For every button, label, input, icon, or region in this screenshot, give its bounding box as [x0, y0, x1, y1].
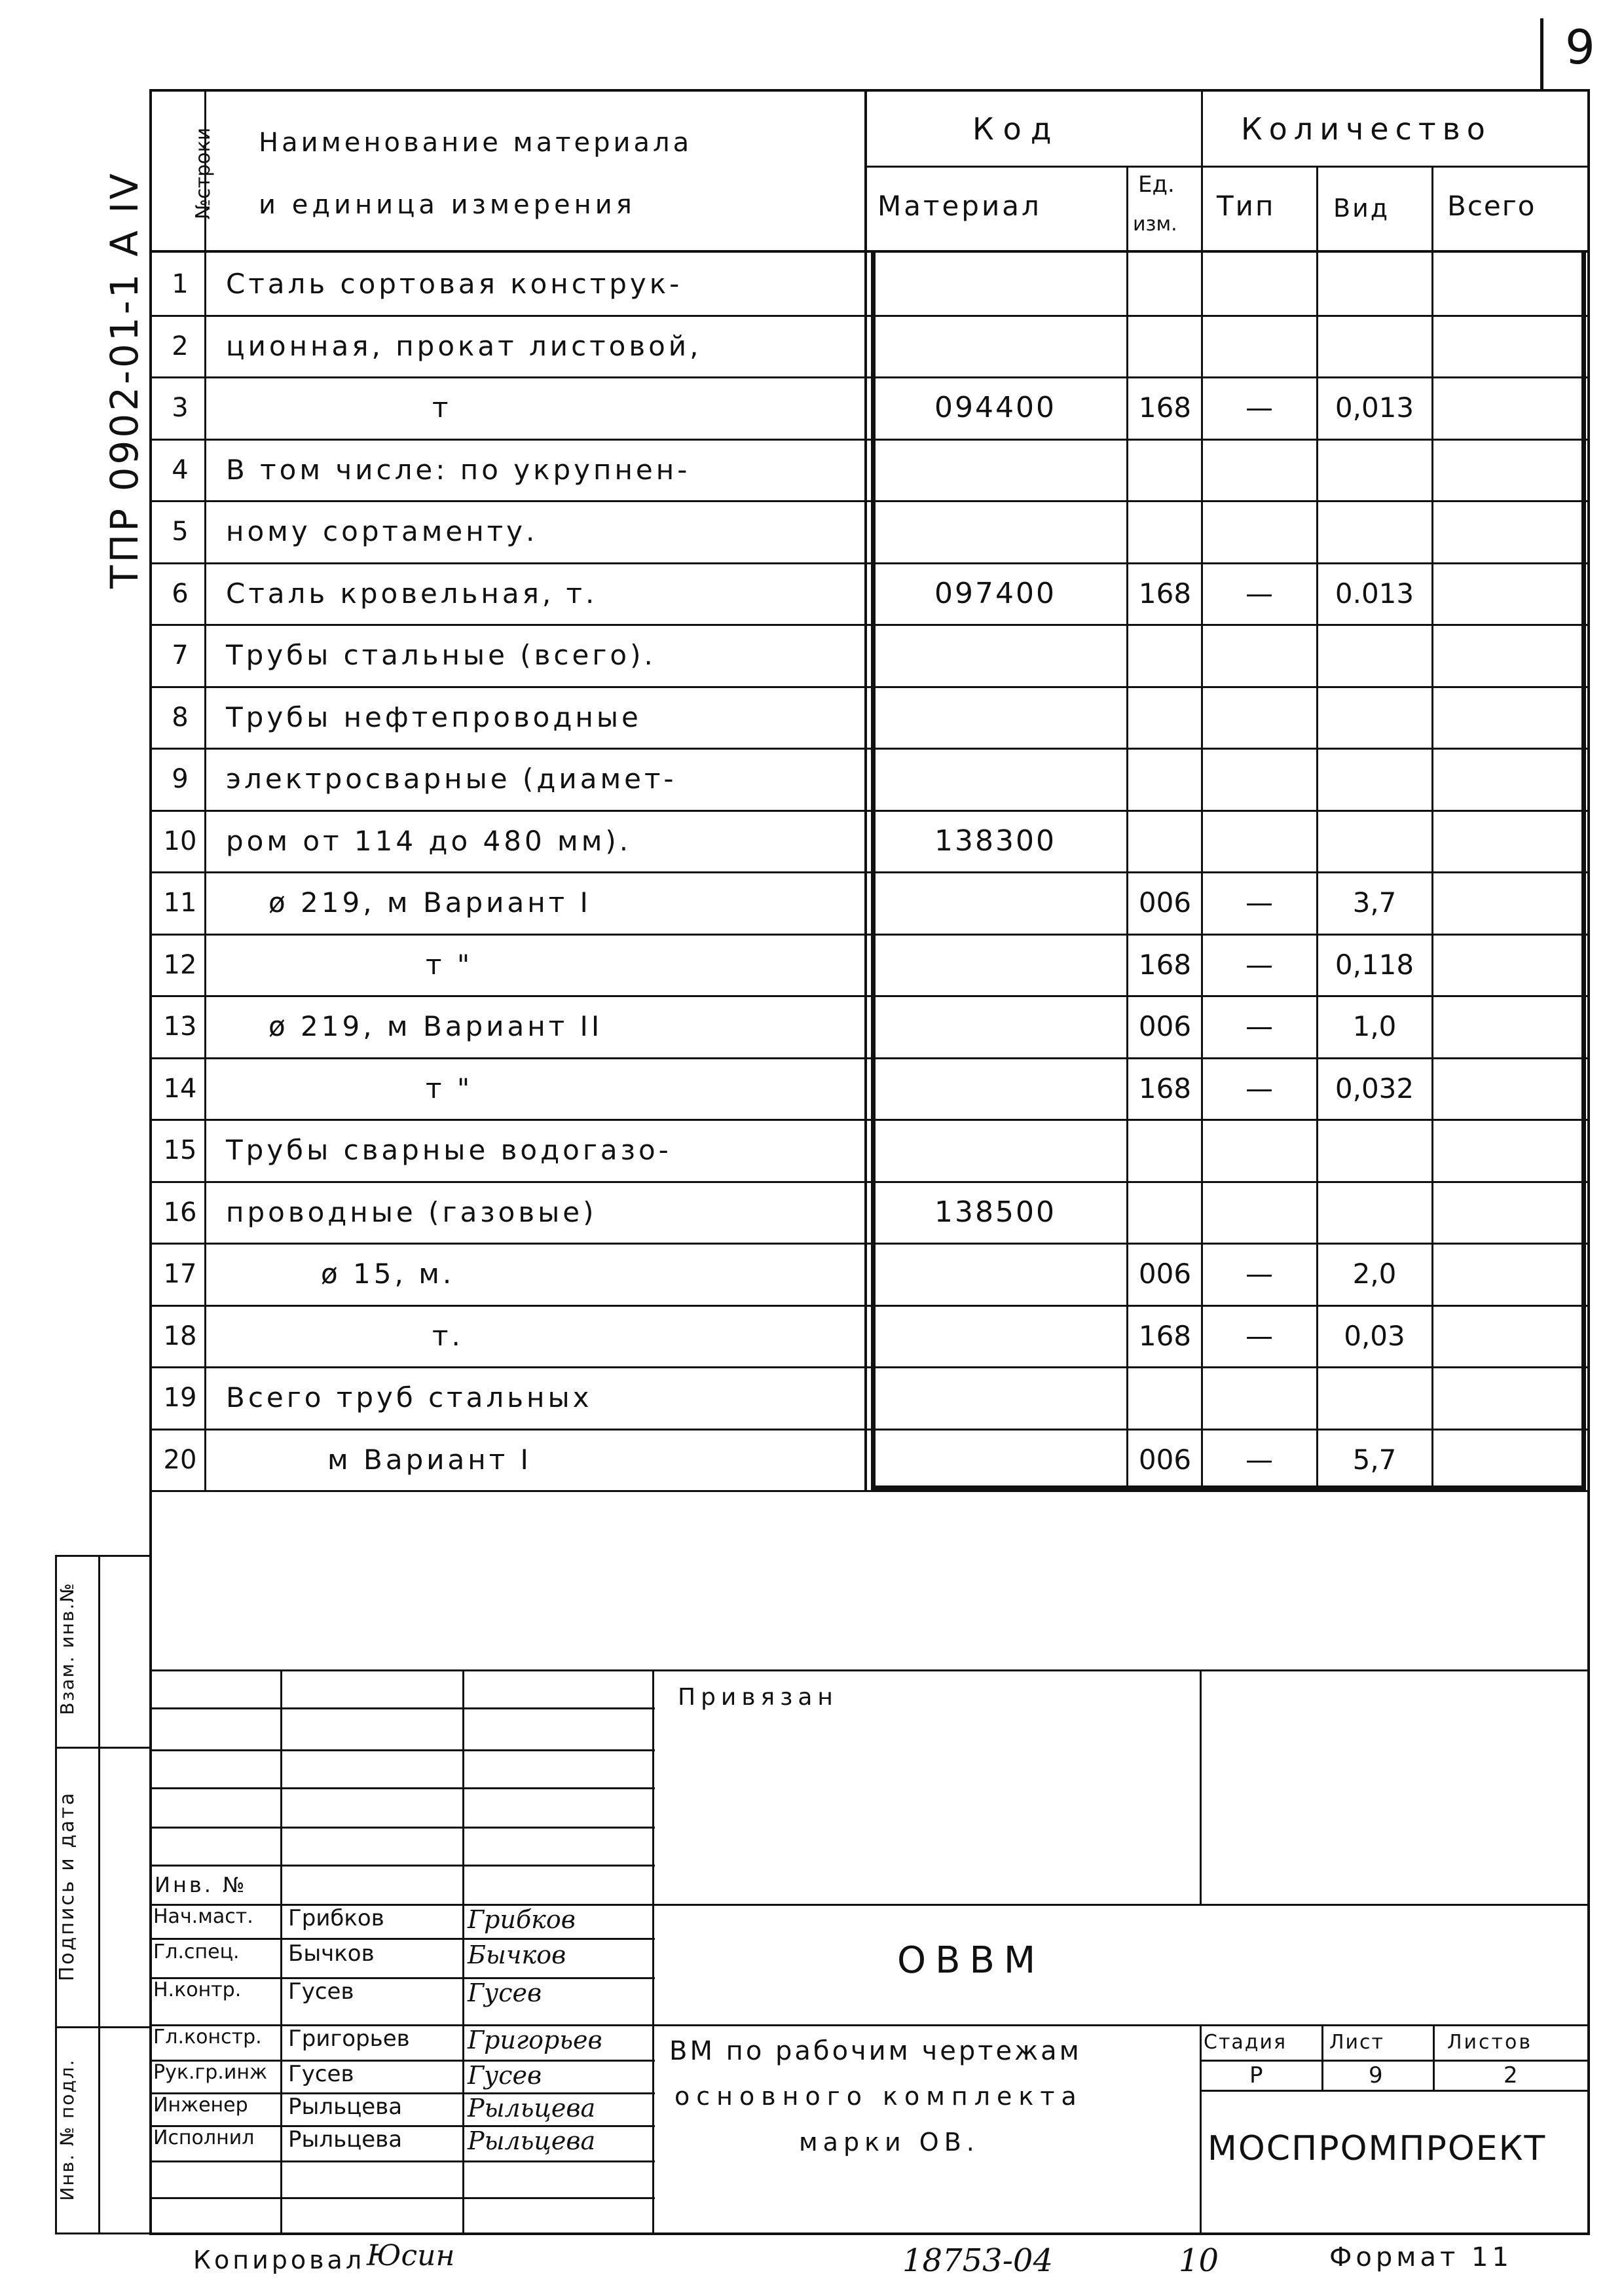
row-view: 5,7: [1352, 1444, 1397, 1476]
row-type: —: [1246, 1010, 1273, 1042]
row-material-code: [877, 748, 1113, 810]
row-type: [1204, 315, 1315, 377]
row-unit: 006: [1138, 1444, 1192, 1476]
row-material-code: [877, 1305, 1113, 1367]
row-view: 0,03: [1344, 1320, 1405, 1352]
stamp-title-line1: ВМ по рабочим чертежам: [669, 2036, 1082, 2066]
header-split-h: [864, 166, 1589, 168]
row-unit: [1129, 439, 1201, 501]
row-material-name: ром от 114 до 480 мм).: [226, 825, 632, 857]
header-material: Материал: [877, 190, 1042, 222]
row-material-code: 094400: [934, 391, 1056, 424]
row-type: [1204, 748, 1315, 810]
stamp-row-line: [151, 1827, 655, 1829]
row-view: [1319, 810, 1430, 872]
frame-right: [1587, 89, 1590, 2235]
row-material-code: [877, 439, 1113, 501]
stamp-signature: Рыльцева: [468, 2094, 596, 2123]
stamp-signature: Рыльцева: [468, 2126, 596, 2155]
row-type: —: [1246, 1320, 1273, 1352]
row-unit: [1129, 253, 1201, 315]
row-material-name: ному сортаменту.: [226, 515, 538, 547]
stamp-name: Гусев: [288, 2061, 354, 2087]
row-material-code: [877, 1243, 1113, 1305]
stamp-sheets-label: Листов: [1447, 2031, 1533, 2054]
side-strip-bottom: [55, 2232, 151, 2234]
stamp-stage-value: Р: [1249, 2062, 1263, 2088]
header-unit-line1: Ед.: [1138, 172, 1175, 198]
row-number: 3: [172, 392, 189, 423]
footer-sub: 10: [1179, 2242, 1219, 2279]
stamp-sheets-value: 2: [1504, 2062, 1518, 2088]
row-unit: [1129, 1181, 1201, 1243]
row-type: —: [1246, 392, 1273, 424]
header-unit-line2: изм.: [1133, 213, 1177, 236]
stamp-row-line: [151, 1707, 655, 1709]
row-number: 6: [172, 578, 189, 609]
side-strip-top: [55, 1555, 151, 1557]
row-view: 1,0: [1352, 1010, 1397, 1042]
row-view: [1319, 748, 1430, 810]
row-number: 5: [172, 516, 189, 547]
side-vzam-label: Взам. инв.№: [56, 1582, 78, 1715]
stamp-role: Нач.маст.: [153, 1905, 253, 1928]
row-unit: 168: [1138, 392, 1192, 424]
row-material-code: 138500: [934, 1195, 1056, 1229]
row-material-code: [877, 1429, 1113, 1491]
row-material-name: Трубы сварные водогазо-: [226, 1134, 672, 1166]
row-material-code: [877, 686, 1113, 748]
row-view: [1319, 1181, 1430, 1243]
footer-number: 18753-04: [902, 2242, 1053, 2279]
row-view: [1319, 1119, 1430, 1181]
row-material-code: [877, 995, 1113, 1057]
row-material-name: Трубы нефтепроводные: [226, 701, 642, 733]
row-material-code: [877, 1366, 1113, 1429]
row-view: [1319, 686, 1430, 748]
row-material-code: 097400: [934, 577, 1056, 610]
stamp-signature: Гусев: [468, 2061, 542, 2090]
stamp-name: Григорьев: [288, 2026, 410, 2052]
row-number: 12: [163, 949, 197, 980]
header-type: Тип: [1217, 190, 1276, 222]
row-number: 14: [163, 1073, 197, 1104]
row-material-name: электросварные (диамет-: [226, 763, 677, 795]
stamp-right-h1: [654, 1904, 1589, 1906]
row-unit: 168: [1138, 1072, 1192, 1104]
page-number-divider: [1540, 18, 1543, 90]
row-material-code: [877, 315, 1113, 377]
stamp-organization: МОСПРОМПРОЕКТ: [1208, 2129, 1547, 2168]
stamp-row-line: [151, 1749, 655, 1751]
row-material-code: [877, 253, 1113, 315]
frame-left: [149, 89, 152, 2235]
footer-copied-signature: Юсин: [367, 2239, 455, 2272]
side-strip-div2: [55, 2026, 151, 2028]
stamp-sheet-value: 9: [1369, 2062, 1383, 2088]
row-type: —: [1246, 1444, 1273, 1476]
row-type: —: [1246, 949, 1273, 981]
side-inv-sub-label: Инв. № подл.: [56, 2058, 78, 2201]
stamp-sheet-label: Лист: [1329, 2031, 1385, 2054]
stamp-row-line: [151, 2197, 655, 2199]
row-material-code: [877, 624, 1113, 686]
document-code: ТПР 0902-01-1 А IV: [102, 171, 147, 589]
row-material-name: ø 219, м Вариант II: [268, 1010, 603, 1042]
row-type: —: [1246, 577, 1273, 610]
stamp-top-line: [151, 1669, 1590, 1671]
stamp-right-h2: [654, 2024, 1589, 2026]
row-material-name: ø 15, м.: [321, 1258, 455, 1290]
row-unit: 006: [1138, 1010, 1192, 1042]
row-unit: 168: [1138, 1320, 1192, 1352]
stamp-role: Н.контр.: [153, 1978, 242, 2001]
row-number: 1: [172, 268, 189, 299]
row-type: [1204, 253, 1315, 315]
row-type: [1204, 439, 1315, 501]
row-material-name: Сталь кровельная, т.: [226, 577, 598, 610]
row-view: [1319, 315, 1430, 377]
stamp-signature: Грибков: [468, 1905, 576, 1934]
row-material-name: ционная, прокат листовой,: [226, 330, 702, 362]
stamp-role: Гл.спец.: [153, 1941, 240, 1963]
row-material-name: т ": [426, 1072, 473, 1104]
stamp-stage-h1: [1200, 2060, 1589, 2062]
stamp-left-v2: [462, 1669, 464, 2232]
row-material-name: ø 219, м Вариант I: [268, 886, 591, 919]
stamp-stage-v1: [1321, 2024, 1323, 2090]
row-material-name: м Вариант I: [327, 1444, 532, 1476]
row-unit: [1129, 1119, 1201, 1181]
stamp-role: Гл.констр.: [153, 2026, 262, 2049]
stamp-name: Бычков: [288, 1941, 375, 1967]
row-view: [1319, 500, 1430, 562]
col-line-material: [864, 90, 867, 1491]
stamp-signature: Григорьев: [468, 2026, 602, 2054]
stamp-inv-no: Инв. №: [155, 1872, 248, 1897]
stamp-left-v1: [280, 1669, 282, 2232]
side-sign-date-label: Подпись и дата: [55, 1791, 79, 1982]
row-type: [1204, 624, 1315, 686]
row-view: [1319, 1366, 1430, 1429]
row-number: 4: [172, 454, 189, 485]
stamp-stage-v0: [1200, 2024, 1202, 2232]
row-type: [1204, 500, 1315, 562]
row-view: 0,013: [1335, 392, 1414, 424]
row-material-name: т ": [426, 949, 473, 981]
footer-copied-label: Копировал: [193, 2246, 365, 2274]
side-strip-div1: [55, 1747, 151, 1749]
frame-top: [151, 89, 1590, 92]
stamp-row-line: [151, 2160, 655, 2162]
stamp-role: Инженер: [153, 2094, 248, 2117]
row-material-name: Трубы стальные (всего).: [226, 639, 656, 671]
row-unit: [1129, 748, 1201, 810]
side-strip-inner: [98, 1555, 100, 2234]
row-material-name: Сталь сортовая конструк-: [226, 268, 683, 300]
stamp-row-line: [151, 1865, 655, 1867]
row-unit: [1129, 1366, 1201, 1429]
row-type: [1204, 810, 1315, 872]
row-view: [1319, 624, 1430, 686]
row-unit: [1129, 624, 1201, 686]
row-number: 9: [172, 763, 189, 794]
row-unit: 006: [1138, 1258, 1192, 1290]
stamp-role: Рук.гр.инж: [153, 2061, 267, 2084]
row-material-name: В том числе: по укрупнен-: [226, 454, 691, 486]
stamp-left-v3: [652, 1669, 654, 2232]
stamp-attached-label: Привязан: [678, 1684, 838, 1711]
stamp-row-line: [151, 1787, 655, 1789]
row-number: 10: [163, 826, 197, 856]
header-total: Всего: [1447, 190, 1536, 222]
stamp-name: Грибков: [288, 1905, 384, 1931]
stamp-signature: Гусев: [468, 1978, 542, 2007]
row-number: 2: [172, 331, 189, 361]
stamp-title-line2: основного комплекта: [674, 2082, 1083, 2111]
row-material-code: 138300: [934, 824, 1056, 858]
row-material-name: т.: [432, 1320, 464, 1352]
row-type: —: [1246, 1072, 1273, 1104]
col-line-rowno: [204, 90, 206, 1491]
row-number: 7: [172, 640, 189, 670]
row-unit: 006: [1138, 886, 1192, 919]
row-type: [1204, 686, 1315, 748]
row-material-code: [877, 871, 1113, 934]
header-name-line1: Наименование материала: [259, 128, 693, 158]
header-view: Вид: [1333, 194, 1390, 223]
row-material-name: Всего труб стальных: [226, 1381, 593, 1413]
header-row-number: №строки: [191, 127, 215, 220]
row-number: 17: [163, 1258, 197, 1289]
frame-bottom: [149, 2232, 1590, 2235]
row-material-code: [877, 934, 1113, 996]
row-view: 0.013: [1335, 577, 1414, 610]
page-number: 9: [1565, 20, 1595, 75]
stamp-title-line3: марки ОВ.: [799, 2128, 980, 2157]
row-unit: [1129, 500, 1201, 562]
row-unit: [1129, 686, 1201, 748]
row-material-code: [877, 1057, 1113, 1120]
row-unit: [1129, 315, 1201, 377]
row-unit: [1129, 810, 1201, 872]
header-code: Код: [972, 111, 1061, 147]
stamp-signature: Бычков: [468, 1941, 566, 1969]
row-view: [1319, 439, 1430, 501]
stamp-row-line: [151, 1938, 655, 1940]
row-material-code: [877, 500, 1113, 562]
row-number: 19: [163, 1382, 197, 1413]
row-view: [1319, 253, 1430, 315]
stamp-role: Исполнил: [153, 2126, 255, 2149]
row-number: 8: [172, 702, 189, 733]
header-name-line2: и единица измерения: [259, 190, 636, 220]
stamp-attached-right: [1200, 1669, 1202, 1904]
stamp-name: Рыльцева: [288, 2094, 403, 2120]
footer-format: Формат 11: [1329, 2242, 1513, 2272]
stamp-object-code: ОВВМ: [897, 1939, 1045, 1982]
row-number: 18: [163, 1321, 197, 1351]
row-type: [1204, 1181, 1315, 1243]
row-type: —: [1246, 886, 1273, 919]
row-unit: 168: [1138, 949, 1192, 981]
row-view: 0,032: [1335, 1072, 1414, 1104]
row-view: 3,7: [1352, 886, 1397, 919]
row-number: 20: [163, 1444, 197, 1475]
row-type: [1204, 1366, 1315, 1429]
row-view: 0,118: [1335, 949, 1414, 981]
row-type: [1204, 1119, 1315, 1181]
row-material-name: т: [432, 392, 452, 424]
stamp-stage-h2: [1200, 2090, 1589, 2092]
stamp-stage-v2: [1433, 2024, 1435, 2090]
row-material-name: проводные (газовые): [226, 1196, 597, 1228]
stamp-stage-label: Стадия: [1204, 2031, 1287, 2054]
row-type: —: [1246, 1258, 1273, 1290]
row-unit: 168: [1138, 577, 1192, 610]
row-number: 11: [163, 887, 197, 918]
row-number: 15: [163, 1135, 197, 1165]
row-view: 2,0: [1352, 1258, 1397, 1290]
stamp-name: Гусев: [288, 1978, 354, 2005]
row-number: 16: [163, 1197, 197, 1228]
row-material-code: [877, 1119, 1113, 1181]
header-quantity: Количество: [1241, 111, 1492, 147]
stamp-name: Рыльцева: [288, 2126, 403, 2153]
row-number: 13: [163, 1011, 197, 1042]
